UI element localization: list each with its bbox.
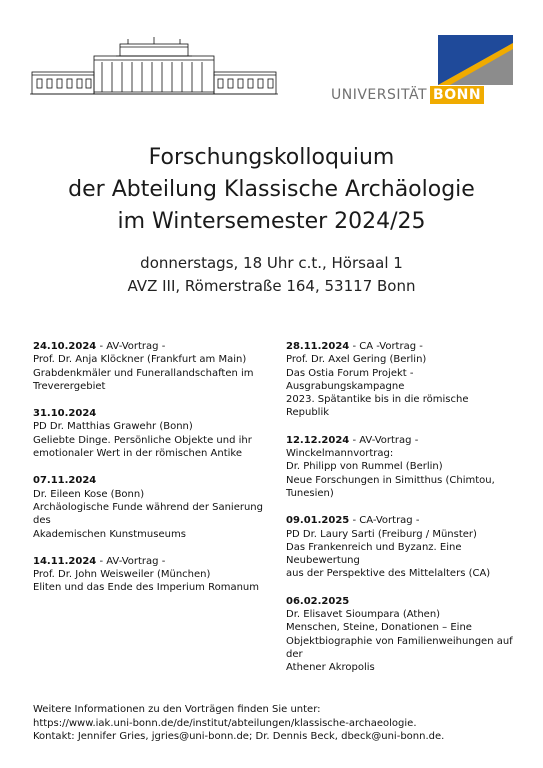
lecture-line: Republik xyxy=(286,407,330,419)
lecture-line: emotionaler Wert in der römischen Antike xyxy=(33,448,242,460)
lecture-type: - CA -Vortrag - xyxy=(349,341,423,352)
lecture-entry xyxy=(33,340,273,393)
lecture-entry xyxy=(286,340,532,420)
lecture-line: aus der Perspektive des Mittelalters (CA) xyxy=(286,568,491,580)
lecture-line: Archäologische Funde während der Sanierung des xyxy=(33,501,263,527)
lecture-line: Objektbiographie von Familienweihungen auf der xyxy=(286,635,513,660)
university-logo-icon xyxy=(438,35,513,85)
schedule-left-column xyxy=(33,340,273,609)
lecture-date: 24.10.2024 xyxy=(33,341,97,352)
lecture-date: 12.12.2024 xyxy=(286,434,350,446)
lecture-type: - AV-Vortrag - xyxy=(349,434,419,446)
footer-contact[interactable]: Kontakt: Jennifer Gries, jgries@uni-bonn.de; Dr. Dennis Beck, dbeck@uni-bonn.de. xyxy=(33,731,445,742)
lecture-line: Grabdenkmäler und Funerallandschaften im xyxy=(33,367,254,379)
lecture-line: Prof. Dr. Anja Klöckner (Frankfurt am Main) xyxy=(33,354,247,366)
page-title-line-2: der Abteilung Klassische Archäologie xyxy=(68,177,475,202)
lecture-entry xyxy=(286,514,532,580)
lecture-entry xyxy=(33,474,273,540)
footer-info xyxy=(33,703,444,744)
lecture-line: Eliten und das Ende des Imperium Romanum xyxy=(33,582,259,594)
lecture-entry xyxy=(286,595,532,675)
lecture-line: 2023. Spätantike bis in die römische xyxy=(286,394,469,406)
lecture-line: Treverergebiet xyxy=(33,380,106,392)
logo-text-bonn: BONN xyxy=(430,86,484,104)
lecture-line: Prof. Dr. Axel Gering (Berlin) xyxy=(286,354,427,366)
subtitle-line-2: AVZ III, Römerstraße 164, 53117 Bonn xyxy=(127,277,416,295)
lecture-date: 06.02.2025 xyxy=(286,595,350,607)
lecture-line: PD Dr. Matthias Grawehr (Bonn) xyxy=(33,421,193,433)
schedule-right-column xyxy=(286,340,532,689)
lecture-line: Dr. Eileen Kose (Bonn) xyxy=(33,488,145,500)
lecture-line: PD Dr. Laury Sarti (Freiburg / Münster) xyxy=(286,528,477,540)
lecture-line: Geliebte Dinge. Persönliche Objekte und ihr xyxy=(33,434,252,446)
footer-url-link[interactable]: https://www.iak.uni-bonn.de/de/institut/abteilungen/klassische-archaeologie. xyxy=(33,717,417,729)
lecture-line: Dr. Elisavet Sioumpara (Athen) xyxy=(286,609,441,621)
lecture-type: - AV-Vortrag - xyxy=(96,341,166,352)
lecture-type: - AV-Vortrag - xyxy=(96,555,166,567)
lecture-line: Das Frankenreich und Byzanz. Eine Neubewertung xyxy=(286,541,462,567)
lecture-entry xyxy=(33,555,273,595)
lecture-line: Tunesien) xyxy=(286,487,334,499)
lecture-date: 14.11.2024 xyxy=(33,555,97,567)
lecture-line: Neue Forschungen in Simitthus (Chimtou, xyxy=(286,474,495,486)
lecture-line: Dr. Philipp von Rummel (Berlin) xyxy=(286,461,443,473)
lecture-line: Athener Akropolis xyxy=(286,662,375,674)
lecture-line: Prof. Dr. John Weisweiler (München) xyxy=(33,569,211,581)
lecture-date: 07.11.2024 xyxy=(33,475,97,487)
lecture-date: 28.11.2024 xyxy=(286,341,350,352)
lecture-line: Menschen, Steine, Donationen – Eine xyxy=(286,622,472,634)
logo-text-universitat: UNIVERSITÄT xyxy=(331,87,428,103)
lecture-line: Winckelmannvortrag: xyxy=(286,448,394,460)
page-title-line-3: im Wintersemester 2024/25 xyxy=(117,209,426,234)
lecture-line: Das Ostia Forum Projekt - Ausgrabungskampagne xyxy=(286,367,414,392)
university-logo-wordmark xyxy=(331,86,484,104)
lecture-line: Akademischen Kunstmuseums xyxy=(33,528,186,540)
lecture-date: 09.01.2025 xyxy=(286,515,350,527)
lecture-date: 31.10.2024 xyxy=(33,408,97,420)
lecture-entry xyxy=(286,434,532,500)
page-title-line-1: Forschungskolloquium xyxy=(148,145,395,170)
footer-line-1: Weitere Informationen zu den Vorträgen finden Sie unter: xyxy=(33,704,321,715)
lecture-entry xyxy=(33,407,273,460)
lecture-type: - CA-Vortrag - xyxy=(349,515,420,527)
museum-building-illustration xyxy=(28,34,280,96)
subtitle-line-1: donnerstags, 18 Uhr c.t., Hörsaal 1 xyxy=(140,254,403,272)
